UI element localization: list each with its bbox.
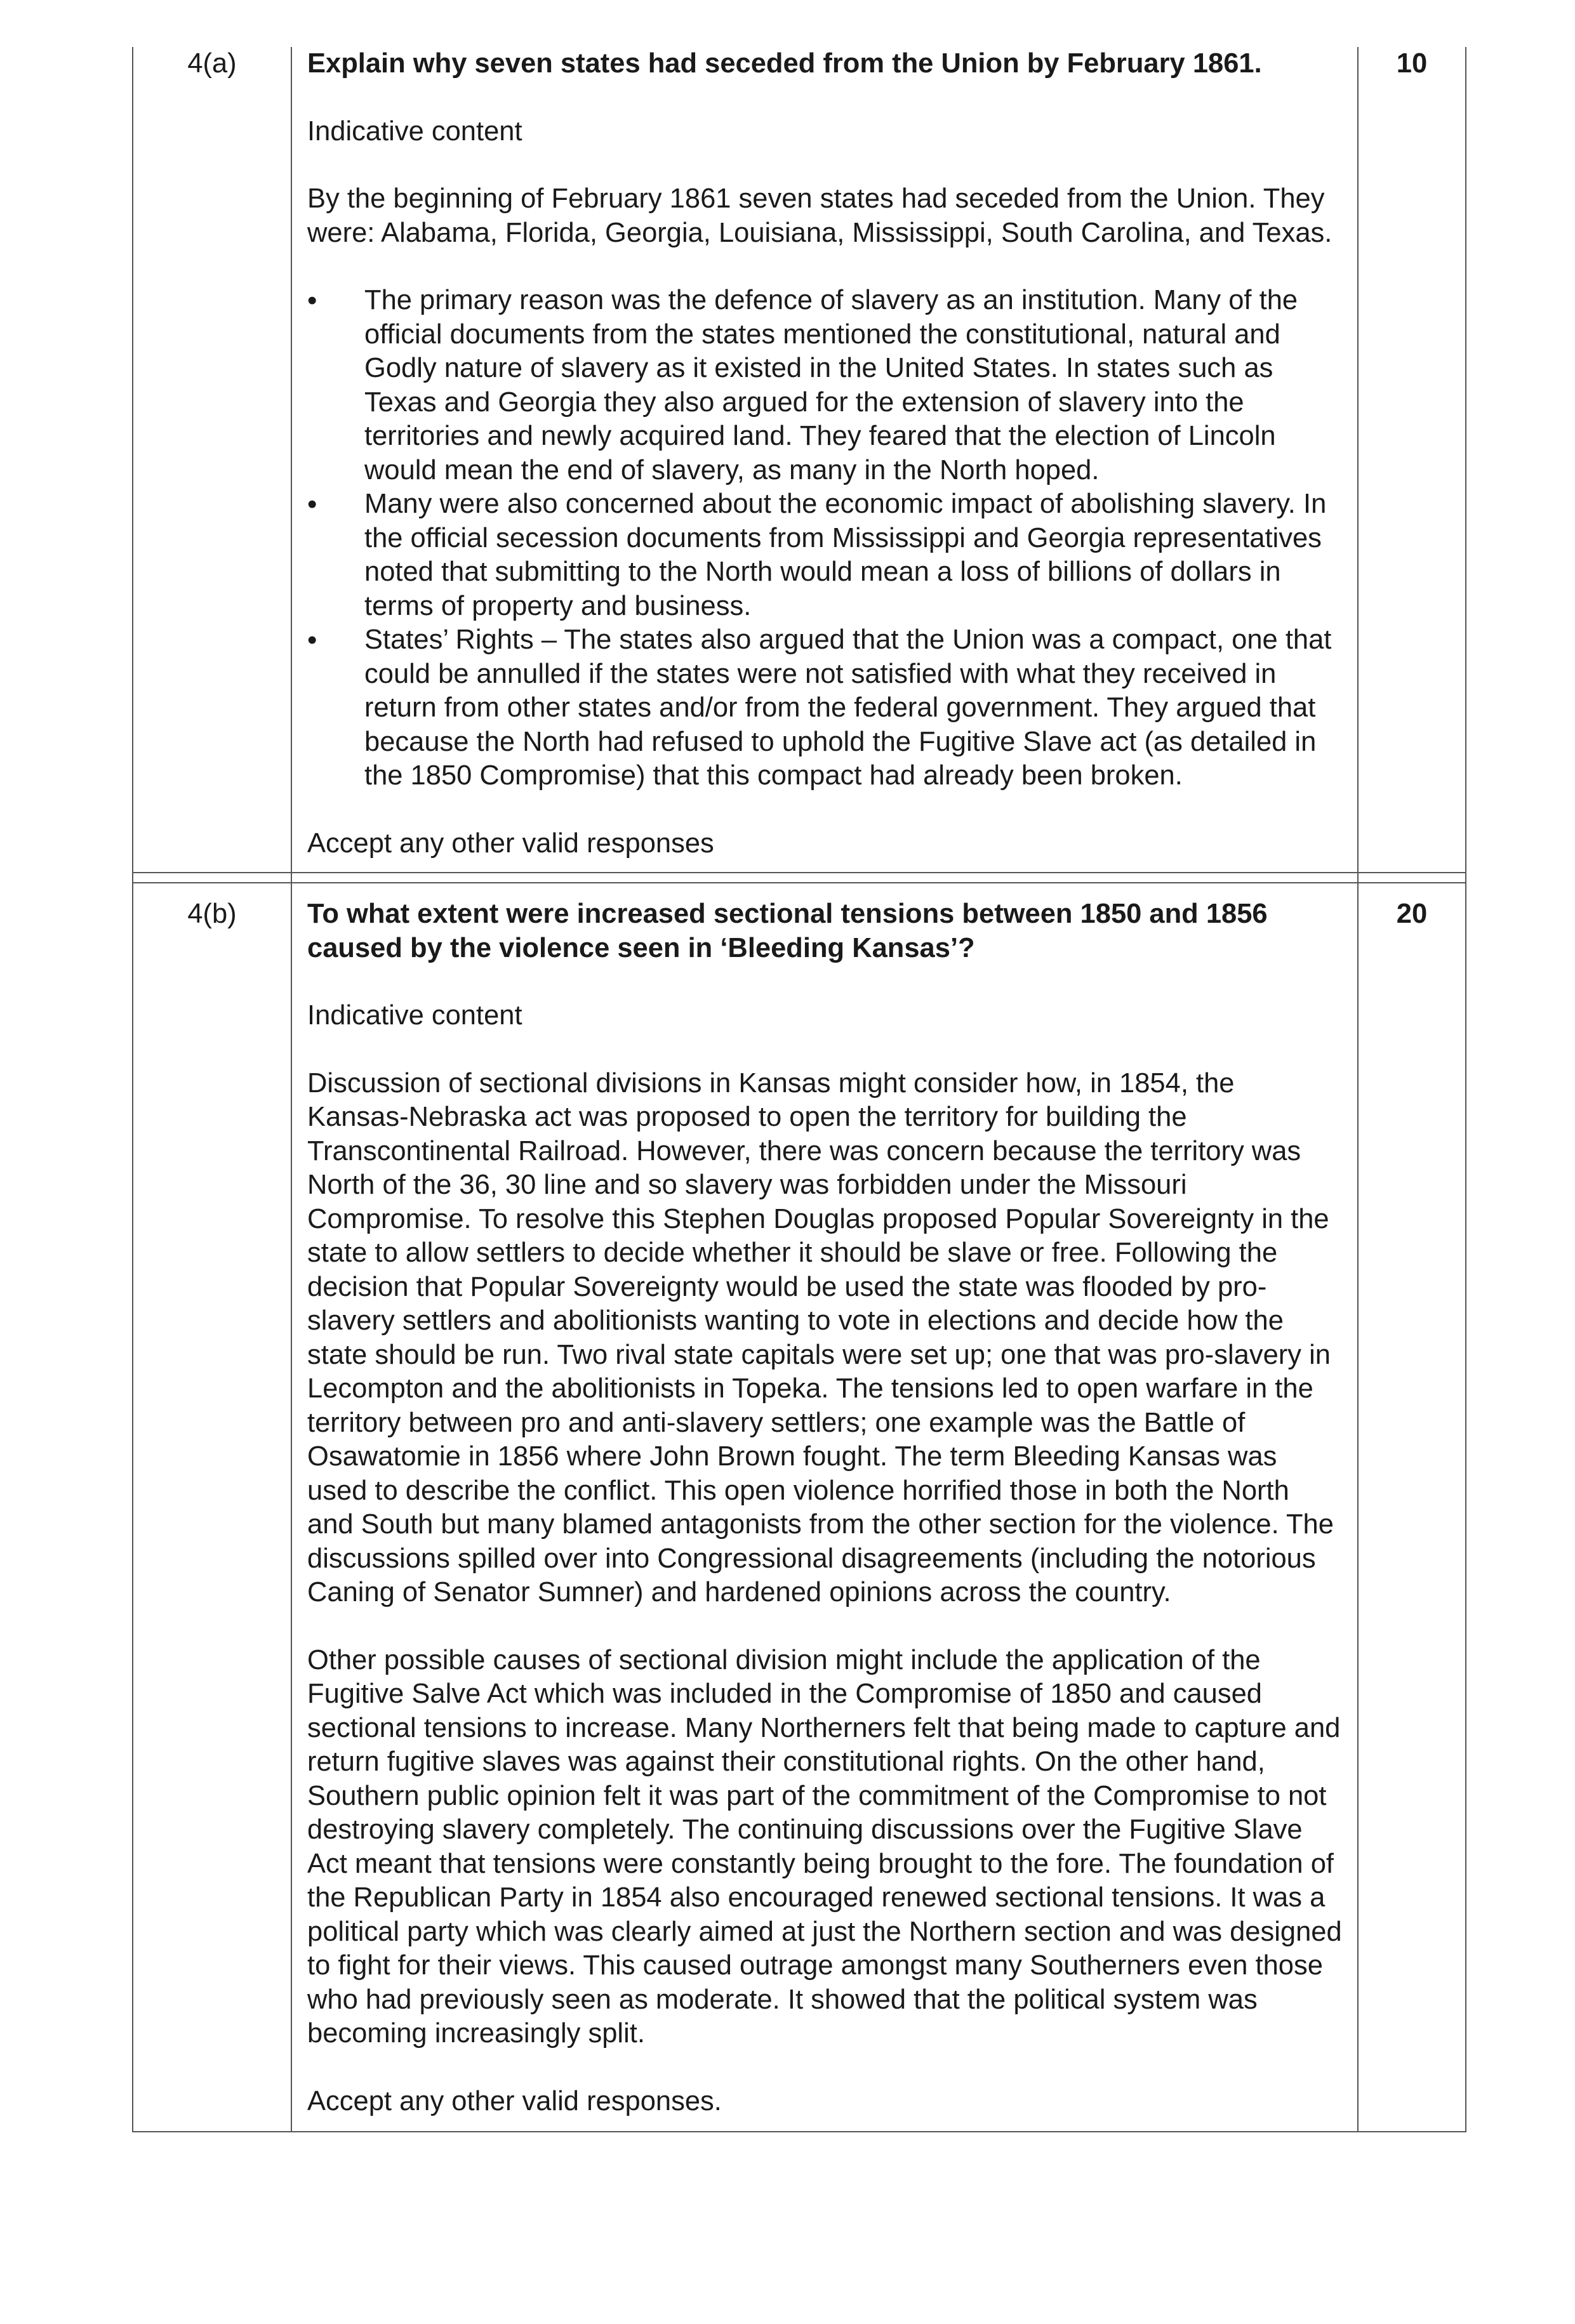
- answer-guidance: [291, 883, 1358, 2132]
- bullet-item: • The primary reason was the defence of slavery as an institution. Many of the official documents from the states mentioned the constitutional, natural and Godly nature of slavery as it existed in the United States. In states such as Texas and Georgia they also argued for the extension of slavery into the territories and newly acquired land. They feared that the election of Lincoln would mean the end of slavery, as many in the North hoped.: [307, 284, 1342, 487]
- indicative-content-heading: Indicative content: [307, 1000, 522, 1031]
- question-row-4b: [133, 883, 1466, 2132]
- bullet-item: • States’ Rights – The states also argued that the Union was a compact, one that could be annulled if the states were not satisfied with what they received in return from other states and/or from the federal government. They argued that because the North had refused to uphold the Fugitive Slave act (as detailed in the 1850 Compromise) that this compact had already been broken.: [307, 623, 1342, 793]
- row-separator: [133, 873, 1466, 883]
- closing-note: Accept any other valid responses.: [307, 2085, 722, 2116]
- intro-paragraph: By the beginning of February 1861 seven states had seceded from the Union. They were: Alabama, Florida, Georgia, Louisiana, Mississippi, South Carolina, and Texas.: [307, 183, 1332, 248]
- answer-guidance: [291, 47, 1358, 873]
- bullet-list: [307, 284, 1342, 793]
- marks-value: 10: [1358, 47, 1466, 873]
- question-row-4a: [133, 47, 1466, 873]
- indicative-content-heading: Indicative content: [307, 116, 522, 147]
- marks-value: 20: [1358, 883, 1466, 2132]
- mark-scheme-table: [132, 47, 1466, 2132]
- question-number: 4(a): [133, 47, 291, 873]
- bullet-item: • Many were also concerned about the economic impact of abolishing slavery. In the official secession documents from Mississippi and Georgia representatives noted that submitting to the North would mean a loss of billions of dollars in terms of property and business.: [307, 487, 1342, 623]
- question-text: To what extent were increased sectional tensions between 1850 and 1856 caused by the violence seen in ‘Bleeding Kansas’?: [307, 899, 1268, 963]
- question-text: Explain why seven states had seceded from the Union by February 1861.: [307, 48, 1262, 79]
- body-paragraph: Other possible causes of sectional division might include the application of the Fugitive Salve Act which was included in the Compromise of 1850 and caused sectional tensions to increase. Many Northerners felt that being made to capture and return fugitive slaves was against their constitutional rights. On the other hand, Southern public opinion felt it was part of the commitment of the Compromise to not destroying slavery completely. The continuing discussions over the Fugitive Slave Act meant that tensions were constantly being brought to the fore. The foundation of the Republican Party in 1854 also encouraged renewed sectional tensions. It was a political party which was clearly aimed at just the Northern section and was designed to fight for their views. This caused outrage amongst many Southerners even those who had previously seen as moderate. It showed that the political system was becoming increasingly split.: [307, 1644, 1342, 2049]
- closing-note: Accept any other valid responses: [307, 828, 714, 859]
- question-number: 4(b): [133, 883, 291, 2132]
- body-paragraph: Discussion of sectional divisions in Kansas might consider how, in 1854, the Kansas-Nebraska act was proposed to open the territory for building the Transcontinental Railroad. However, there was concern because the territory was North of the 36, 30 line and so slavery was forbidden under the Missouri Compromise. To resolve this Stephen Douglas proposed Popular Sovereignty in the state to allow settlers to decide whether it should be slave or free. Following the decision that Popular Sovereignty would be used the state was flooded by pro-slavery settlers and abolitionists wanting to vote in elections and decide how the state should be run. Two rival state capitals were set up; one that was pro-slavery in Lecompton and the abolitionists in Topeka. The tensions led to open warfare in the territory between pro and anti-slavery settlers; one example was the Battle of Osawatomie in 1856 where John Brown fought. The term Bleeding Kansas was used to describe the conflict. This open violence horrified those in both the North and South but many blamed antagonists from the other section for the violence. The discussions spilled over into Congressional disagreements (including the notorious Caning of Senator Sumner) and hardened opinions across the country.: [307, 1067, 1334, 1608]
